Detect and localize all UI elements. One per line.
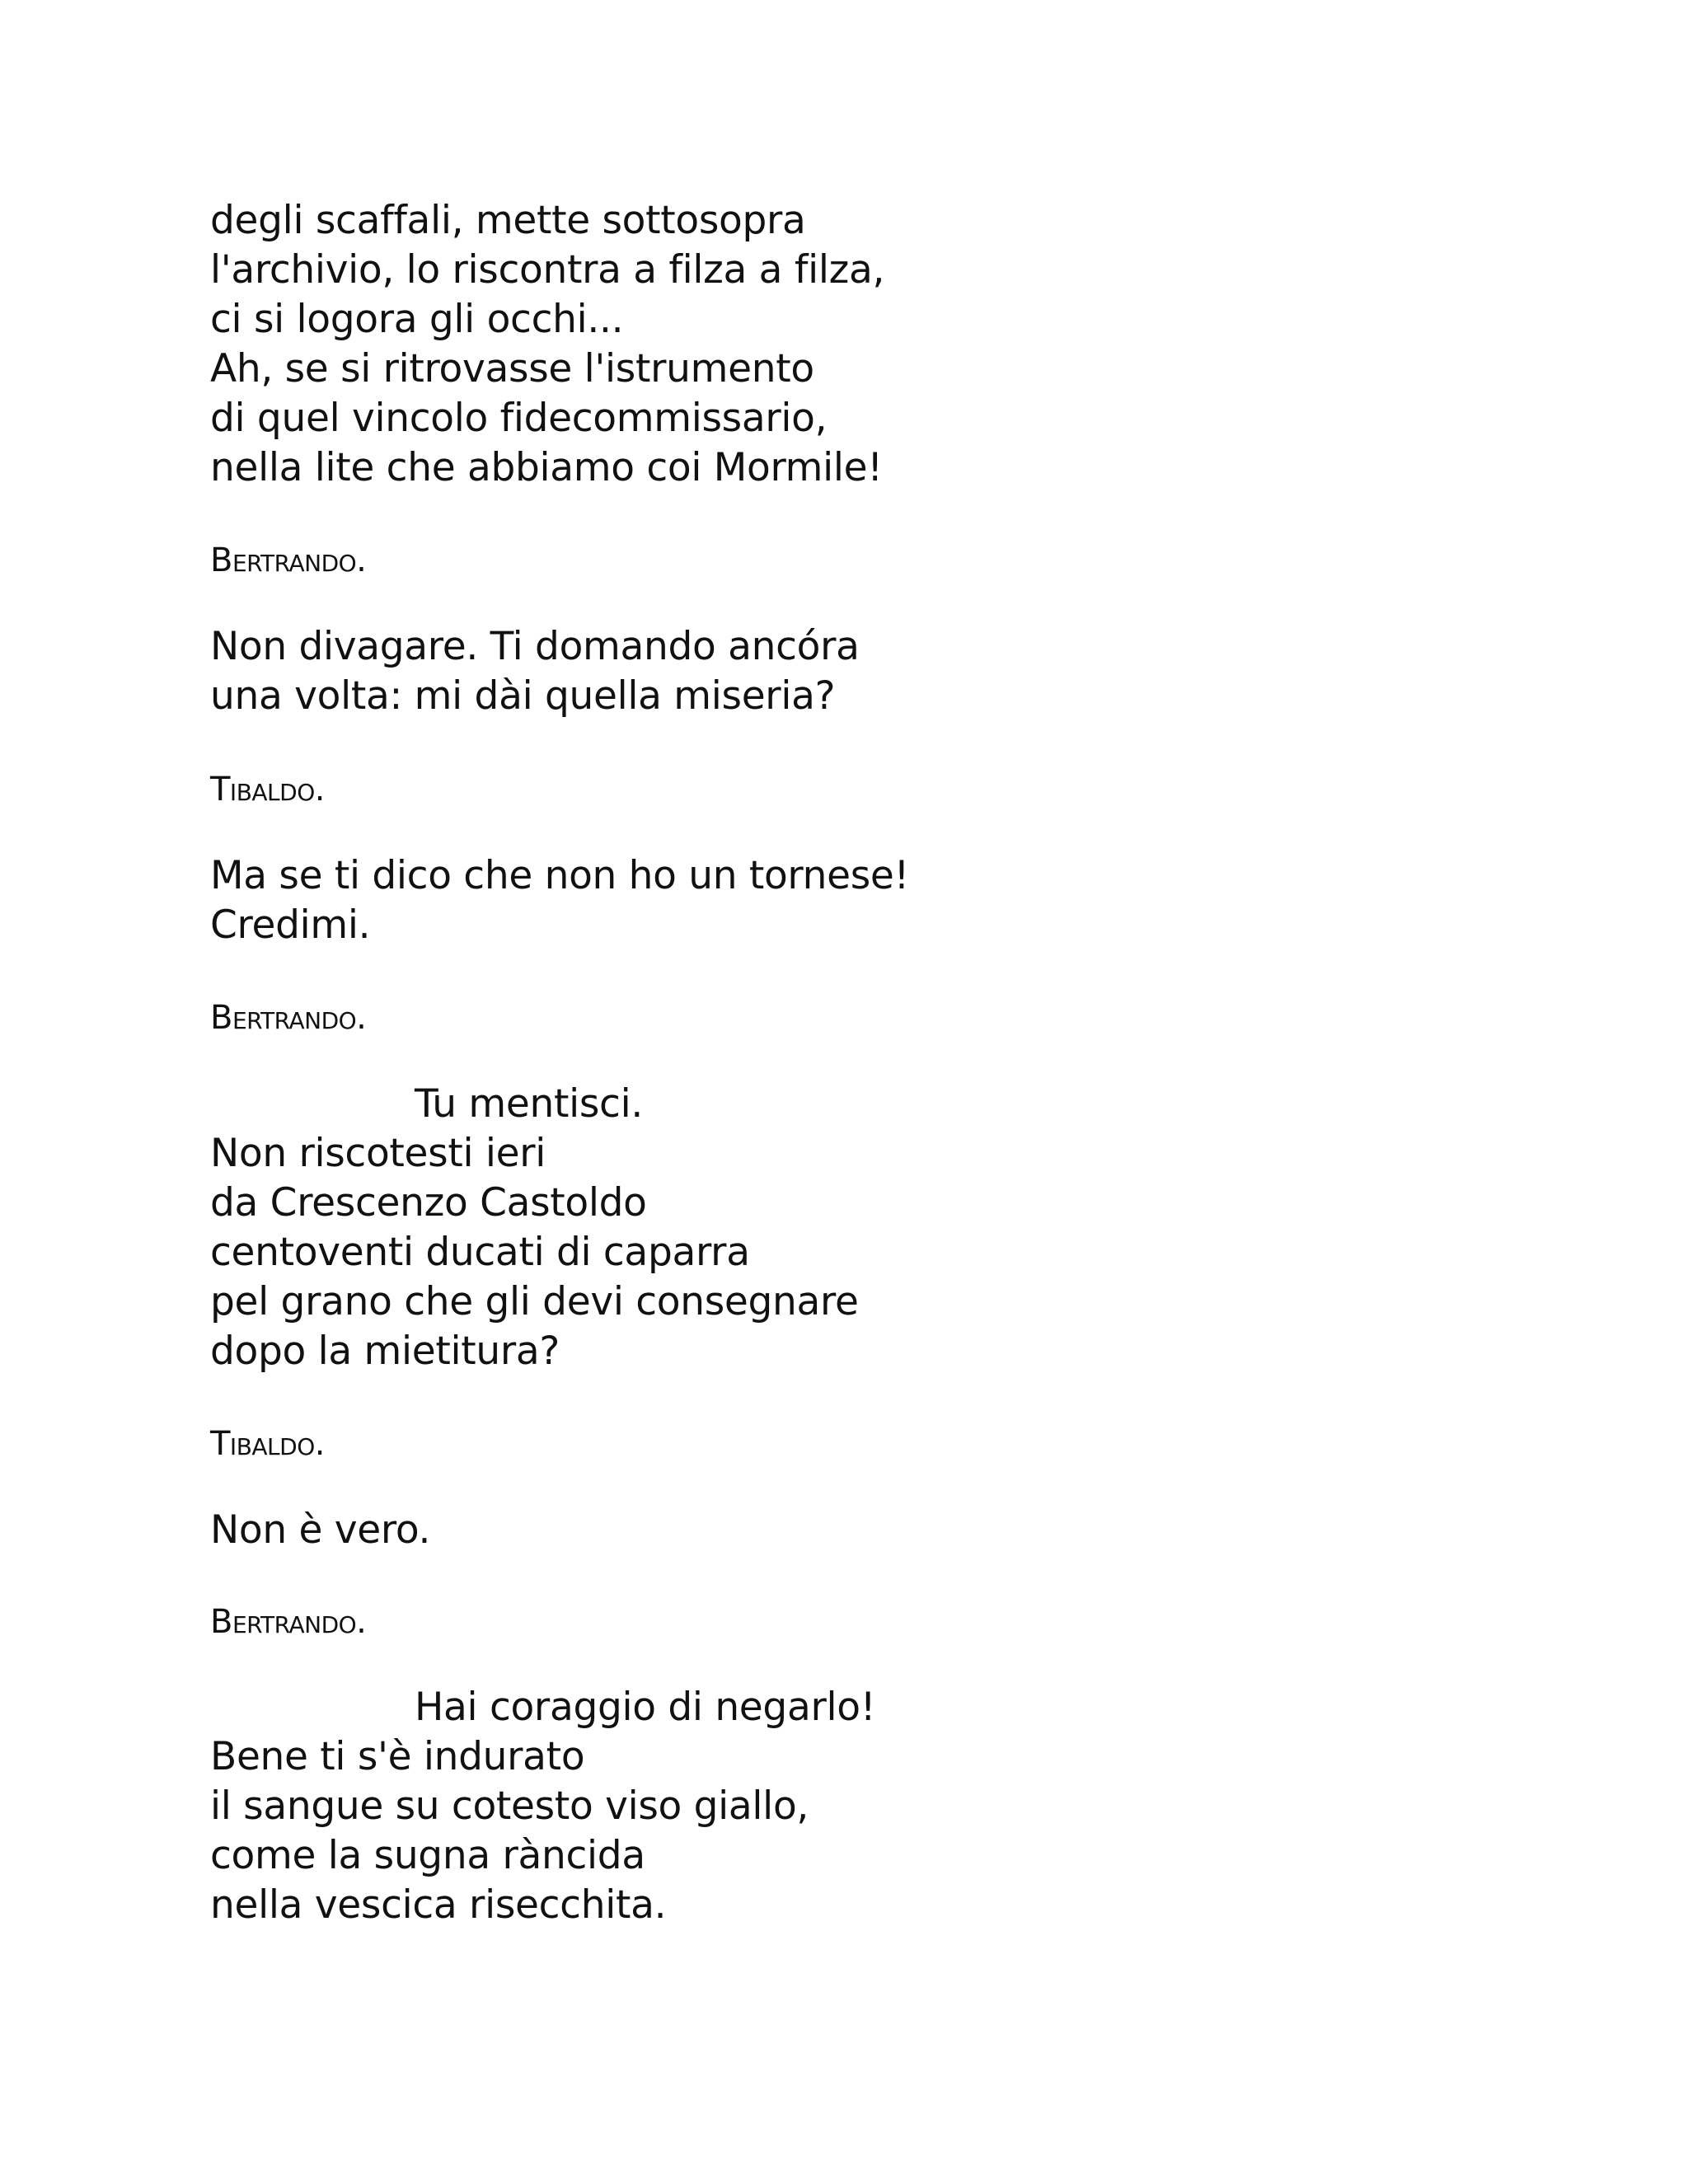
verse-block	[210, 1506, 1529, 1555]
verse-line: Non divagare. Ti domando ancóra	[210, 624, 860, 669]
verse-line: centoventi ducati di caparra	[210, 1230, 750, 1275]
verse-block	[210, 622, 1529, 721]
verse-line: Hai coraggio di negarlo!	[415, 1685, 876, 1730]
verse-line: nella vescica risecchita.	[210, 1882, 667, 1928]
verse-block	[210, 196, 1529, 493]
speaker-block	[210, 1423, 1529, 1465]
verse-line: il sangue su cotesto viso giallo,	[210, 1783, 809, 1829]
verse-line: degli scaffali, mette sottosopra	[210, 198, 806, 243]
speaker-block	[210, 769, 1529, 810]
verse-line: Bene ti s'è indurato	[210, 1734, 585, 1779]
verse-line: Tu mentisci.	[415, 1081, 644, 1127]
speaker-name: Bertrando.	[210, 1603, 367, 1641]
verse-line: Credimi.	[210, 902, 371, 948]
speaker-name: Bertrando.	[210, 541, 367, 579]
verse-line: una volta: mi dài quella miseria?	[210, 673, 836, 719]
verse-line: come la sugna ràncida	[210, 1833, 645, 1878]
verse-block	[210, 1683, 1529, 1930]
speaker-name: Tibaldo.	[210, 1425, 325, 1463]
verse-line: da Crescenzo Castoldo	[210, 1180, 647, 1226]
speaker-name: Tibaldo.	[210, 771, 325, 808]
verse-line: dopo la mietitura?	[210, 1329, 560, 1374]
speaker-block	[210, 997, 1529, 1038]
verse-line: ci si logora gli occhi...	[210, 297, 624, 342]
verse-line: Ma se ti dico che non ho un tornese!	[210, 853, 910, 898]
speaker-block	[210, 540, 1529, 581]
verse-line: di quel vincolo fidecommissario,	[210, 396, 828, 441]
verse-line: Non riscotesti ieri	[210, 1131, 546, 1176]
verse-block	[210, 851, 1529, 950]
speaker-block	[210, 1601, 1529, 1643]
verse-line: nella lite che abbiamo coi Mormile!	[210, 445, 883, 490]
verse-block	[210, 1080, 1529, 1376]
verse-line: pel grano che gli devi consegnare	[210, 1279, 859, 1324]
speaker-name: Bertrando.	[210, 999, 367, 1037]
verse-line: Ah, se si ritrovasse l'istrumento	[210, 346, 814, 391]
verse-line: Non è vero.	[210, 1507, 431, 1553]
verse-line: l'archivio, lo riscontra a filza a filza,	[210, 247, 885, 293]
